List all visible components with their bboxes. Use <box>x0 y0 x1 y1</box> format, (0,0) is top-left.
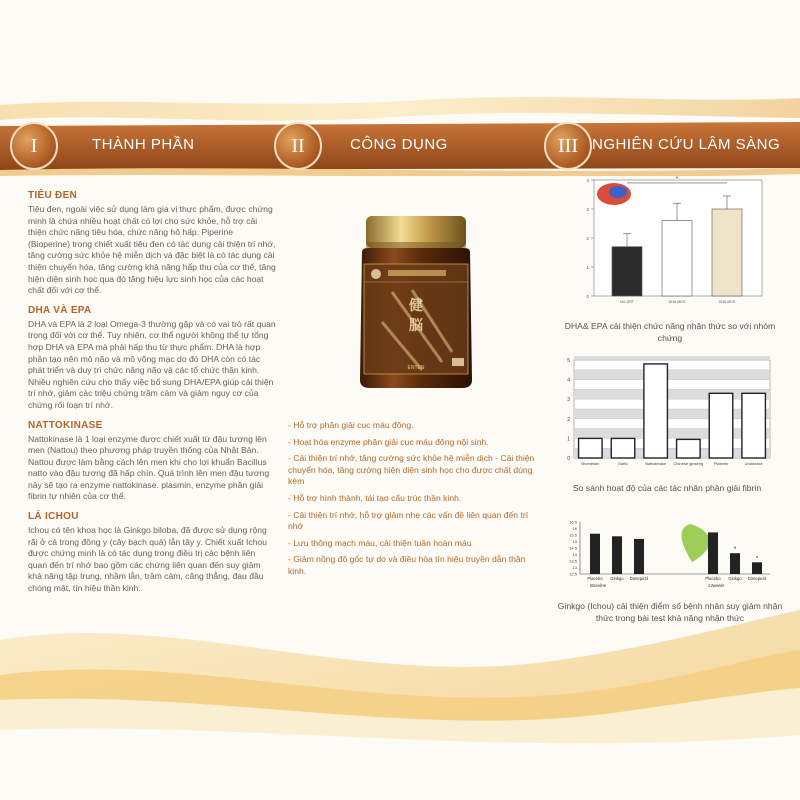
bar <box>590 534 600 574</box>
ingredients-column <box>28 190 276 603</box>
ingredient-block <box>28 420 276 504</box>
ingredient-block <box>28 190 276 297</box>
y-tick-label: 4 <box>567 377 570 384</box>
x-tick-label: DHA-MDS <box>718 300 736 304</box>
ingredient-text: Ichou có tên khoa học là Ginkgo biloba, đã được sử dụng rộng rãi ở cả trong đông y (cây bạch quả) lẫn tây y. Chiết xuất Ichou được chứng minh là có tác dụng trong điều trị các bệnh liên quan đến trí nhớ bao gồm các chứng liên quan đến suy giảm khả năng tập trung, nhầm lẫn, trầm cảm, căng thẳng, đau đầu chóng mặt, tín hiệu thần kinh. <box>28 525 268 594</box>
ingredient-heading: DHA VÀ EPA <box>28 304 92 316</box>
bar <box>612 247 642 296</box>
grid-band <box>574 356 770 360</box>
svg-text:脳: 脳 <box>409 317 423 333</box>
ingredient-heading: LÁ ICHOU <box>28 511 79 523</box>
y-tick-label: 14.5 <box>569 545 577 551</box>
x-tick-label: NO-DRT <box>620 300 634 304</box>
benefit-item: - Lưu thông mạch máu, cải thiện tuần hoàn máu <box>288 537 472 548</box>
section-header-uses <box>274 122 534 170</box>
x-tick-label: Plasmin <box>713 461 729 466</box>
ingredient-heading: NATTOKINASE <box>28 419 103 431</box>
section-header-ingredients <box>10 122 270 170</box>
brain-icon <box>597 183 631 205</box>
y-tick-label: 3 <box>567 397 570 404</box>
bar <box>644 364 668 458</box>
grid-band <box>574 448 770 458</box>
product-label: ENTEN <box>407 365 425 371</box>
x-tick-label: Placebo <box>705 576 721 581</box>
benefit-item: - Hỗ trợ phân giải cục máu đông. <box>288 420 414 430</box>
y-tick-label: 2 <box>586 236 589 241</box>
chart-ginkgo <box>556 516 776 596</box>
bar <box>662 221 692 296</box>
x-tick-label: Donepezil <box>629 576 649 581</box>
x-tick-label: Nattokinase <box>645 461 667 466</box>
y-tick-label: 13 <box>572 565 577 570</box>
ingredient-text: Nattokinase là 1 loại enzyme được chiết xuất từ đậu tương lên men (Nattou) theo phương pháp truyền thống của Nhật Bản. Nattou được làm bằng cách lên men khi cho lợi khuẩn Bacillus natto vào đậu tương đã hấp chín. Quá trình lên men đậu tương này sẽ tạo ra enzyme nattokinase. plasmin, enzyme phân giải fibrin tự nhiên của cơ thể. <box>28 433 270 502</box>
y-tick-label: 1 <box>586 265 589 270</box>
significance-marker: * <box>733 547 737 554</box>
y-tick-label: 16 <box>572 526 577 531</box>
section-numeral: II <box>274 122 322 170</box>
benefit-item: - Hỗ trợ hình thành, tái tạo cấu trúc thần kinh. <box>288 492 462 503</box>
section-title: CÔNG DỤNG <box>350 136 448 153</box>
bar <box>677 439 701 458</box>
bar <box>742 393 766 458</box>
ginkgo-leaf-icon <box>681 524 712 562</box>
y-tick-label: 4 <box>586 178 589 183</box>
grid-band <box>574 429 770 439</box>
section-numeral: I <box>10 122 58 170</box>
x-tick-label: Ginkgo <box>610 576 624 581</box>
bar <box>634 539 644 574</box>
benefit-item: - Cải thiện trí nhớ, tăng cường sức khỏe hệ miễn dịch - Cải thiện chuyển hóa, tăng cường hiện diện sinh học cho được chất dùng kèm <box>288 453 535 487</box>
chart2-caption: So sánh hoạt độ của các tác nhân phân giải fibrin <box>572 483 762 493</box>
group-label: Baseline <box>590 583 607 588</box>
bar <box>611 438 635 458</box>
ingredient-heading: TIÊU ĐEN <box>28 190 78 201</box>
y-tick-label: 13.5 <box>569 558 577 564</box>
grid-band <box>574 370 770 380</box>
y-tick-label: 15.5 <box>569 532 577 538</box>
ingredient-text: DHA và EPA là 2 loại Omega-3 thường gặp và có vai trò rất quan trọng đối với cơ thể. Tuy nhiên, cơ thể người không thể tự tổng hợp DHA và EPA mà phải hấp thu từ thực phẩm. DHA là hợp phần tạo nên mô não và mô võng mạc do đó DHA còn có tác phát triển và duy trì chức năng não và các tổ chức thần kinh. Nhiều nghiên cứu cho thấy việc bổ sung DHA/EPA giúp cải thiện trí nhớ, giảm các triệu chứng trầm cảm và giảm nguy cơ của chứng rối loạn trí nhớ. <box>28 318 276 410</box>
svg-text:健: 健 <box>409 297 423 313</box>
chart1-caption: DHA& EPA cải thiện chức năng nhận thức so với nhóm chứng <box>564 321 776 343</box>
section-title: THÀNH PHẦN <box>92 136 195 153</box>
chart3-caption: Ginkgo (Ichou) cải thiện điểm số bệnh nhân suy giảm nhận thức trong bài test khả năng nhận thức <box>557 601 783 623</box>
section-title: NGHIÊN CỨU LÂM SÀNG <box>592 136 781 153</box>
bar <box>708 532 718 574</box>
y-tick-label: 0 <box>567 456 570 462</box>
benefits-list <box>288 420 540 583</box>
section-header-clinical <box>544 122 800 170</box>
x-tick-label: Placebo <box>587 576 603 581</box>
ingredient-block <box>28 511 276 595</box>
ingredient-block <box>28 305 276 412</box>
y-tick-label: 3 <box>586 207 589 212</box>
y-tick-label: 15 <box>572 539 577 544</box>
significance-marker: * <box>755 556 759 563</box>
x-tick-label: Donepezil <box>747 576 767 581</box>
bar <box>579 438 603 458</box>
y-tick-label: 2 <box>567 416 570 423</box>
y-tick-label: 16.5 <box>569 519 577 525</box>
bar <box>709 393 733 458</box>
group-label: 24weeks <box>708 583 725 588</box>
x-tick-label: Chinese ginseng <box>673 461 704 466</box>
benefit-item: - Hoạt hóa enzyme phân giải cục máu đông nội sinh. <box>288 436 489 447</box>
bar <box>712 209 742 296</box>
chart-dha-epa <box>570 172 770 316</box>
x-tick-label: DHA-MDS <box>668 300 686 304</box>
x-tick-label: Garlic <box>617 461 629 466</box>
ingredient-text: Tiêu đen, ngoài việc sử dụng làm gia vị thực phẩm, được chứng minh là chứa nhiều hoạt chất có lợi cho sức khỏe, hỗ trợ cải thiện chức năng tiêu hóa, chức năng hô hấp. Piperine (Bioperine) trong chiết xuất tiêu đen có tác dụng cải thiện trí nhớ, tăng cường sức khỏe hệ miễn dịch và đặc biệt là có tác dụng cải thiện chuyển hóa, tăng cường khả năng hấp thu của cơ thể, tăng hiện diện sinh học qua đó tăng hiệu lực sinh học của các hoạt chất đối với cơ thể. <box>28 204 276 296</box>
y-tick-label: 12.5 <box>569 571 577 577</box>
bar <box>730 553 740 574</box>
significance-marker: * <box>675 175 679 183</box>
benefit-item: - Cải thiện trí nhớ, hỗ trợ giảm nhẹ các vấn đề liên quan đến trí nhớ <box>288 509 529 532</box>
grid-band <box>574 409 770 419</box>
y-tick-label: 14 <box>572 552 577 557</box>
y-tick-label: 1 <box>567 436 570 443</box>
benefit-item: - Giảm nồng độ gốc tự do và điều hòa tín hiệu truyền dẫn thần kinh. <box>288 554 526 576</box>
product-bottle-image <box>352 212 480 390</box>
chart-fibrin <box>556 356 774 476</box>
x-tick-label: Urokinase <box>744 461 763 466</box>
section-numeral: III <box>544 122 592 170</box>
x-tick-label: Bromelain <box>581 461 600 466</box>
x-tick-label: Ginkgo <box>728 576 742 581</box>
y-tick-label: 0 <box>586 294 589 299</box>
y-tick-label: 5 <box>567 358 570 364</box>
grid-band <box>574 389 770 399</box>
bar <box>612 536 622 574</box>
bar <box>752 562 762 574</box>
